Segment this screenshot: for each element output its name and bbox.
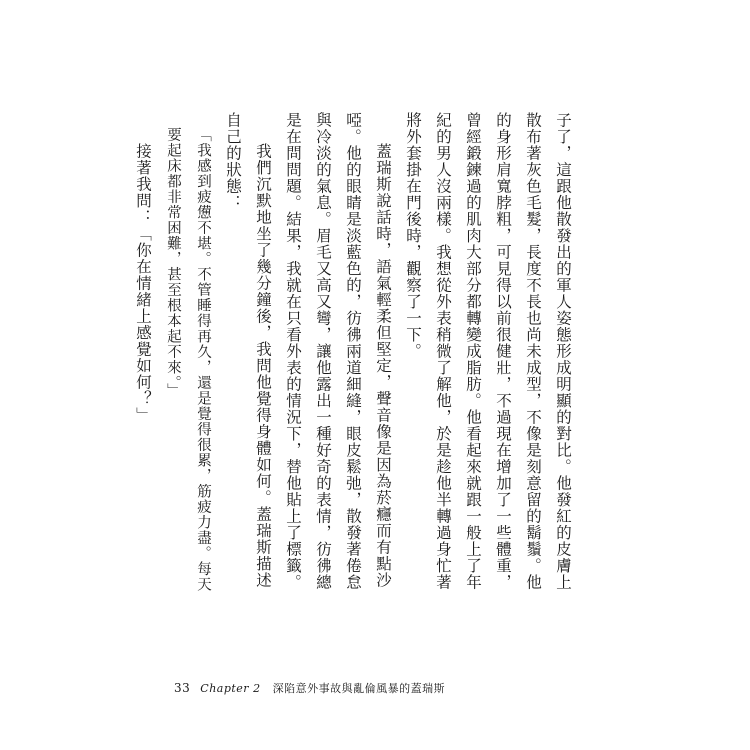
- paragraph-5: 接著我問：「你在情緒上感覺如何？」: [134, 143, 152, 424]
- page-footer: [174, 680, 445, 696]
- running-title: 深陷意外事故與亂倫風暴的蓋瑞斯: [272, 682, 446, 695]
- paragraph-2: 蓋瑞斯說話時，語氣輕柔但堅定，聲音像是因為菸癮而有點沙啞。他的眼睛是淡藍色的，彷彿兩道細縫，眼皮鬆弛，散發著倦怠與冷淡的氣息。眉毛又高又彎，讓他露出一種好奇的表情，彷彿總是在問問題。結果，我就在只看外表的情況下，替他貼上了標籤。: [284, 112, 392, 591]
- vertical-text-body: [134, 112, 578, 602]
- quote-paragraph: 「我感到疲憊不堪。不管睡得再久，還是覺得很累，筋疲力盡。每天要起床都非常困難，甚至根本起不來。」: [165, 127, 211, 592]
- page-number: 33: [174, 681, 191, 695]
- paragraph-1: 子了，這跟他散發出的軍人姿態形成明顯的對比。他發紅的皮膚上散布著灰色毛髮，長度不長也尚未成型，不像是刻意留的鬍鬚。他的身形肩寬脖粗，可見得以前很健壯，不過現在增加了一些體重，曾經鍛鍊過的肌肉大部分都轉變成脂肪。他看起來就跟一般上了年紀的男人沒兩樣。我想從外表稍微了解他，於是趁他半轉過身忙著將外套掛在門後時，觀察了一下。: [404, 112, 572, 591]
- paragraph-3: 我們沉默地坐了幾分鐘後，我問他覺得身體如何。蓋瑞斯描述自己的狀態：: [224, 112, 272, 589]
- chapter-label: Chapter 2: [200, 682, 261, 695]
